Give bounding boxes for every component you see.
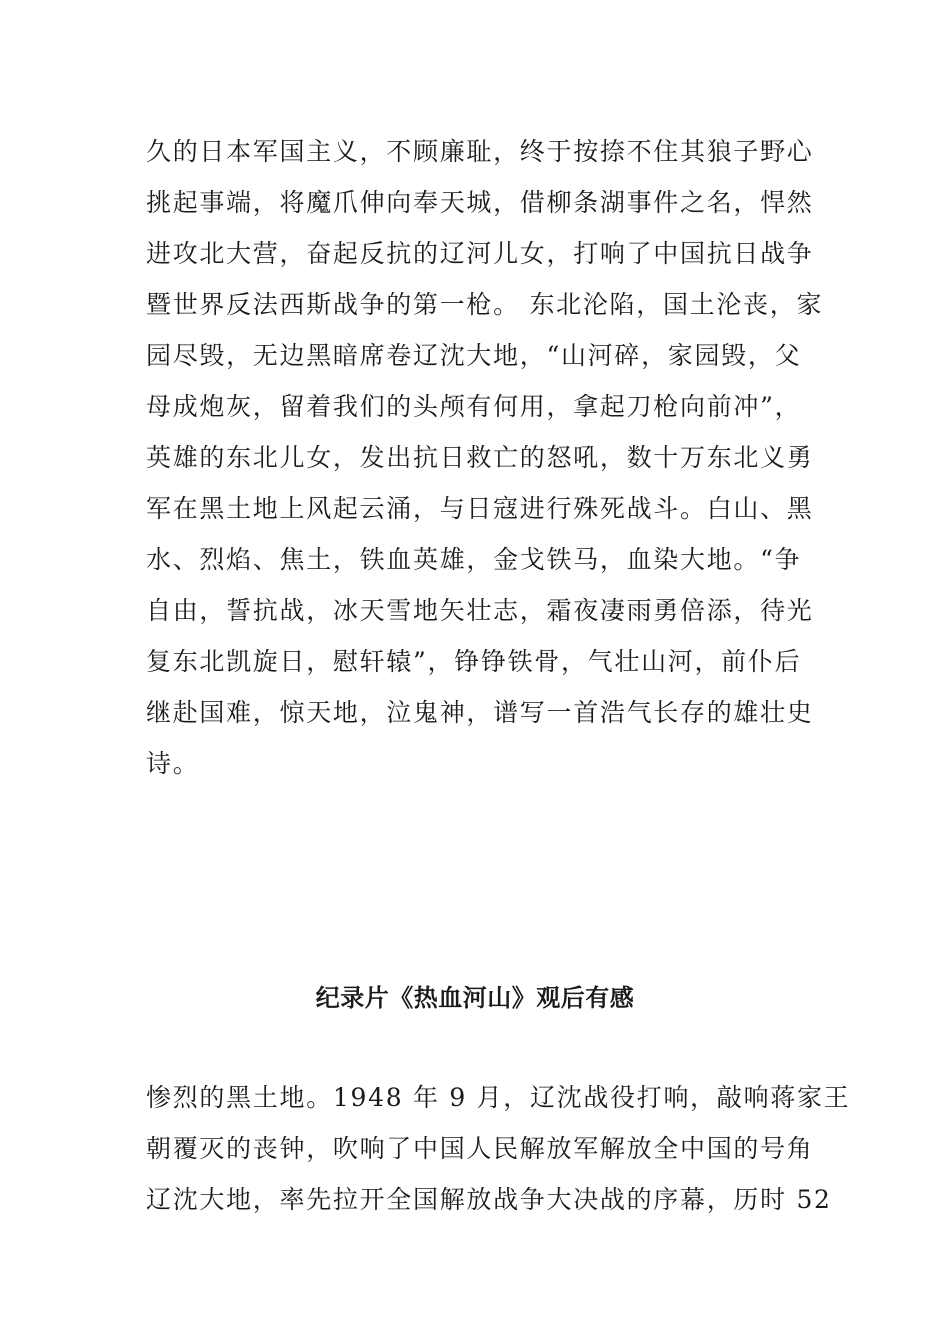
body-paragraph-1 [146,126,824,789]
section-title: 纪录片《热血河山》观后有感 [315,984,635,1012]
body-paragraph-2 [146,1072,851,1225]
text-line: 久的日本军国主义，不顾廉耻，终于按捺不住其狼子野心 [146,137,814,166]
text-line: 诗。 [146,749,200,778]
text-line: 自由，誓抗战，冰天雪地矢壮志，霜夜凄雨勇倍添，待光 [146,596,814,625]
text-line: 暨世界反法西斯战争的第一枪。 东北沦陷，国土沦丧，家 [146,290,824,319]
text-line: 继赴国难，惊天地，泣鬼神，谱写一首浩气长存的雄壮史 [146,698,814,727]
text-line: 朝覆灭的丧钟，吹响了中国人民解放军解放全中国的号角 [146,1134,814,1163]
text-line: 水、烈焰、焦土，铁血英雄，金戈铁马，血染大地。“争 [146,545,802,574]
text-line: 复东北凯旋日，慰轩辕”，铮铮铁骨，气壮山河，前仆后 [146,647,802,676]
text-line: 辽沈大地，率先拉开全国解放战争大决战的序幕，历时 52 [146,1185,832,1214]
text-line: 园尽毁，无边黑暗席卷辽沈大地，“山河碎，家园毁，父 [146,341,802,370]
text-line: 英雄的东北儿女，发出抗日救亡的怒吼，数十万东北义勇 [146,443,814,472]
text-line: 进攻北大营，奋起反抗的辽河儿女，打响了中国抗日战争 [146,239,814,268]
text-line: 挑起事端，将魔爪伸向奉天城，借柳条湖事件之名，悍然 [146,188,814,217]
text-line: 母成炮灰，留着我们的头颅有何用，拿起刀枪向前冲”， [146,392,802,421]
text-line: 惨烈的黑土地。1948 年 9 月，辽沈战役打响，敲响蒋家王 [146,1083,851,1112]
text-line: 军在黑土地上风起云涌，与日寇进行殊死战斗。白山、黑 [146,494,814,523]
